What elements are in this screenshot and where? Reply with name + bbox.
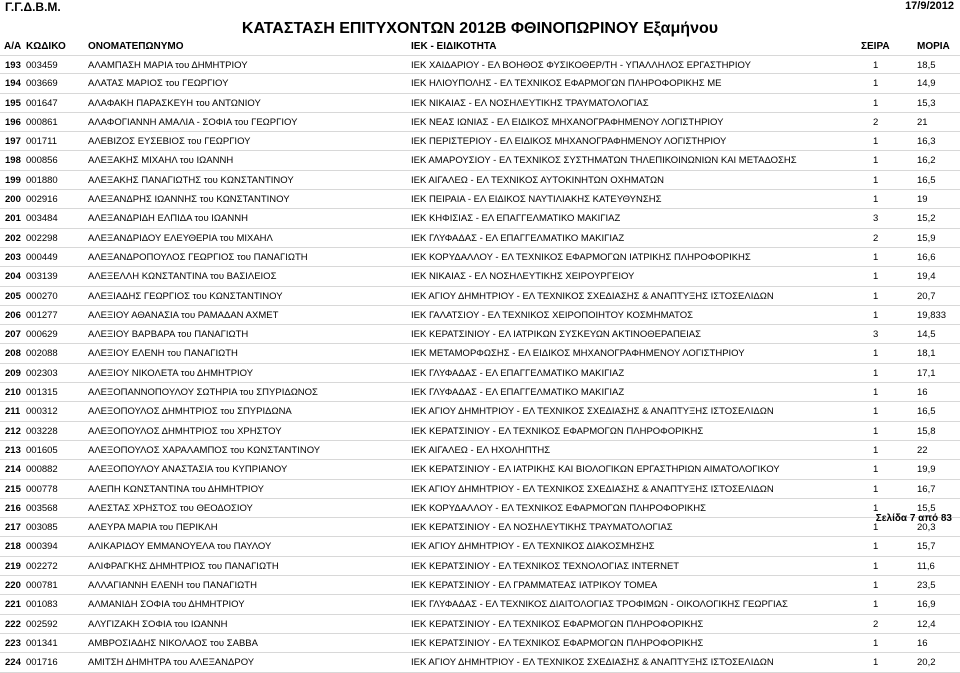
cell-code: 002272: [26, 560, 58, 572]
cell-moria: 21: [917, 116, 928, 128]
cell-aa: 199: [5, 174, 21, 186]
cell-seira: 1: [873, 367, 879, 379]
cell-seira: 1: [873, 78, 879, 90]
cell-moria: 16,5: [917, 174, 936, 186]
cell-seira: 1: [873, 464, 879, 476]
cell-iek: ΙΕΚ ΓΛΥΦΑΔΑΣ - ΕΛ ΕΠΑΓΓΕΛΜΑΤΙΚΟ ΜΑΚΙΓΙΑΖ: [411, 387, 625, 399]
cell-moria: 16,7: [917, 483, 936, 495]
cell-name: ΑΛΕΞΑΚΗΣ ΜΙΧΑΗΛ του ΙΩΑΝΝΗ: [88, 155, 234, 167]
cell-iek: ΙΕΚ ΑΙΓΑΛΕΩ - ΕΛ ΤΕΧΝΙΚΟΣ ΑΥΤΟΚΙΝΗΤΩΝ ΟΧΗΜΑΤΩΝ: [411, 174, 664, 186]
cell-code: 002303: [26, 367, 58, 379]
cell-seira: 1: [873, 155, 879, 167]
cell-seira: 1: [873, 522, 879, 534]
cell-aa: 202: [5, 232, 21, 244]
cell-code: 000781: [26, 580, 58, 592]
table-row: [0, 344, 960, 363]
cell-seira: 2: [873, 618, 879, 630]
cell-seira: 1: [873, 599, 879, 611]
cell-seira: 1: [873, 348, 879, 360]
table-header: [0, 41, 960, 55]
cell-seira: 3: [873, 329, 879, 341]
table-row: [0, 634, 960, 653]
cell-seira: 1: [873, 251, 879, 263]
cell-moria: 18,1: [917, 348, 936, 360]
cell-seira: 1: [873, 290, 879, 302]
cell-moria: 15,2: [917, 213, 936, 225]
cell-iek: ΙΕΚ ΓΛΥΦΑΔΑΣ - ΕΛ ΕΠΑΓΓΕΛΜΑΤΙΚΟ ΜΑΚΙΓΙΑΖ: [411, 367, 625, 379]
cell-name: ΑΛΕΞΑΚΗΣ ΠΑΝΑΓΙΩΤΗΣ του ΚΩΝΣΤΑΝΤΙΝΟΥ: [88, 174, 294, 186]
cell-moria: 22: [917, 444, 928, 456]
cell-name: ΑΛΕΞΙΑΔΗΣ ΓΕΩΡΓΙΟΣ του ΚΩΝΣΤΑΝΤΙΝΟΥ: [88, 290, 283, 302]
cell-name: ΑΛΑΦΟΓΙΑΝΝΗ ΑΜΑΛΙΑ - ΣΟΦΙΑ του ΓΕΩΡΓΙΟΥ: [88, 116, 298, 128]
cell-aa: 218: [5, 541, 21, 553]
table-row: [0, 537, 960, 556]
cell-code: 000861: [26, 116, 58, 128]
cell-iek: ΙΕΚ ΑΓΙΟΥ ΔΗΜΗΤΡΙΟΥ - ΕΛ ΤΕΧΝΙΚΟΣ ΣΧΕΔΙΑΣΗΣ & ΑΝΑΠΤΥΞΗΣ ΙΣΤΟΣΕΛΙΔΩΝ: [411, 483, 774, 495]
cell-aa: 193: [5, 60, 21, 71]
table-row: [0, 306, 960, 325]
table-row: [0, 248, 960, 267]
cell-moria: 19,833: [917, 309, 947, 321]
cell-name: ΑΛΕΞΟΠΑΝΝΟΠΟΥΛΟΥ ΣΩΤΗΡΙΑ του ΣΠΥΡΙΔΩΝΟΣ: [88, 387, 318, 399]
cell-aa: 198: [5, 155, 21, 167]
table-row: [0, 132, 960, 151]
cell-aa: 200: [5, 194, 21, 206]
cell-seira: 2: [873, 116, 879, 128]
cell-name: ΑΛΕΞΑΝΔΡΙΔΗ ΕΛΠΙΔΑ του ΙΩΑΝΝΗ: [88, 213, 248, 225]
cell-name: ΑΛΕΞΟΠΟΥΛΟΣ ΔΗΜΗΤΡΙΟΣ του ΧΡΗΣΤΟΥ: [88, 425, 282, 437]
cell-iek: ΙΕΚ ΗΛΙΟΥΠΟΛΗΣ - ΕΛ ΤΕΧΝΙΚΟΣ ΕΦΑΡΜΟΓΩΝ ΠΛΗΡΟΦΟΡΙΚΗΣ ΜΕ: [411, 78, 722, 90]
table-row: [0, 402, 960, 421]
cell-aa: 211: [5, 406, 21, 418]
table-row: [0, 383, 960, 402]
column-header-code: ΚΩΔΙΚΟ: [26, 41, 66, 52]
table-row: [0, 557, 960, 576]
cell-iek: ΙΕΚ ΚΕΡΑΤΣΙΝΙΟΥ - ΕΛ ΙΑΤΡΙΚΩΝ ΣΥΣΚΕΥΩΝ ΑΚΤΙΝΟΘΕΡΑΠΕΙΑΣ: [411, 329, 701, 341]
cell-seira: 2: [873, 232, 879, 244]
cell-code: 003085: [26, 522, 58, 534]
cell-aa: 223: [5, 637, 21, 649]
cell-code: 002592: [26, 618, 58, 630]
cell-name: ΑΛΕΞΟΠΟΥΛΟΥ ΑΝΑΣΤΑΣΙΑ του ΚΥΠΡΙΑΝΟΥ: [88, 464, 288, 476]
cell-iek: ΙΕΚ ΚΗΦΙΣΙΑΣ - ΕΛ ΕΠΑΓΓΕΛΜΑΤΙΚΟ ΜΑΚΙΓΙΑΖ: [411, 213, 621, 225]
cell-code: 001711: [26, 136, 57, 148]
cell-moria: 16: [917, 387, 928, 399]
cell-moria: 19,9: [917, 464, 936, 476]
cell-name: ΑΛΕΞΕΛΛΗ ΚΩΝΣΤΑΝΤΙΝΑ του ΒΑΣΙΛΕΙΟΣ: [88, 271, 277, 283]
cell-iek: ΙΕΚ ΚΟΡΥΔΑΛΛΟΥ - ΕΛ ΤΕΧΝΙΚΟΣ ΕΦΑΡΜΟΓΩΝ ΙΑΤΡΙΚΗΣ ΠΛΗΡΟΦΟΡΙΚΗΣ: [411, 251, 751, 263]
cell-aa: 208: [5, 348, 21, 360]
cell-moria: 15,5: [917, 502, 936, 514]
cell-code: 000882: [26, 464, 58, 476]
table-row: [0, 595, 960, 614]
cell-seira: 1: [873, 580, 879, 592]
table-row: [0, 287, 960, 306]
cell-aa: 204: [5, 271, 21, 283]
column-header-aa: Α/Α: [4, 41, 22, 52]
table-row: [0, 518, 960, 537]
table-row: [0, 171, 960, 190]
cell-aa: 206: [5, 309, 21, 321]
cell-iek: ΙΕΚ ΚΕΡΑΤΣΙΝΙΟΥ - ΕΛ ΤΕΧΝΙΚΟΣ ΕΦΑΡΜΟΓΩΝ ΠΛΗΡΟΦΟΡΙΚΗΣ: [411, 637, 704, 649]
table-row: [0, 94, 960, 113]
cell-iek: ΙΕΚ ΝΙΚΑΙΑΣ - ΕΛ ΝΟΣΗΛΕΥΤΙΚΗΣ ΤΡΑΥΜΑΤΟΛΟΓΙΑΣ: [411, 97, 649, 109]
cell-name: ΑΛΛΑΓΙΑΝΝΗ ΕΛΕΝΗ του ΠΑΝΑΓΙΩΤΗ: [88, 580, 257, 592]
cell-name: ΑΛΕΣΤΑΣ ΧΡΗΣΤΟΣ του ΘΕΟΔΟΣΙΟΥ: [88, 502, 253, 514]
cell-moria: 16,6: [917, 251, 936, 263]
cell-aa: 207: [5, 329, 21, 341]
cell-moria: 15,9: [917, 232, 936, 244]
cell-name: ΑΛΕΞΑΝΔΡΙΔΟΥ ΕΛΕΥΘΕΡΙΑ του ΜΙΧΑΗΛ: [88, 232, 273, 244]
cell-aa: 224: [5, 657, 21, 669]
cell-code: 003669: [26, 78, 58, 90]
table-row: [0, 499, 960, 518]
cell-seira: 1: [873, 136, 879, 148]
cell-code: 002916: [26, 194, 58, 206]
cell-iek: ΙΕΚ ΓΛΥΦΑΔΑΣ - ΕΛ ΤΕΧΝΙΚΟΣ ΔΙΑΙΤΟΛΟΓΙΑΣ ΤΡΟΦΙΜΩΝ - ΟΙΚΟΛΟΓΙΚΗΣ ΓΕΩΡΓΙΑΣ: [411, 599, 788, 611]
column-header-iek: ΙΕΚ - ΕΙΔΙΚΟΤΗΤΑ: [411, 41, 497, 52]
cell-iek: ΙΕΚ ΧΑΙΔΑΡΙΟΥ - ΕΛ ΒΟΗΘΟΣ ΦΥΣΙΚΟΘΕΡ/ΤΗ - ΥΠΑΛΛΗΛΟΣ ΕΡΓΑΣΤΗΡΙΟΥ: [411, 60, 751, 71]
cell-aa: 212: [5, 425, 21, 437]
page-counter: Σελίδα 7 από 83: [875, 513, 952, 524]
cell-code: 000629: [26, 329, 58, 341]
cell-aa: 215: [5, 483, 21, 495]
cell-code: 003139: [26, 271, 58, 283]
cell-aa: 222: [5, 618, 21, 630]
cell-moria: 18,5: [917, 60, 936, 71]
cell-code: 003459: [26, 60, 58, 71]
cell-moria: 16,9: [917, 599, 936, 611]
cell-code: 000856: [26, 155, 58, 167]
cell-iek: ΙΕΚ ΓΑΛΑΤΣΙΟΥ - ΕΛ ΤΕΧΝΙΚΟΣ ΧΕΙΡΟΠΟΙΗΤΟΥ ΚΟΣΜΗΜΑΤΟΣ: [411, 309, 694, 321]
cell-seira: 1: [873, 174, 879, 186]
table-row: [0, 576, 960, 595]
cell-seira: 3: [873, 213, 879, 225]
cell-moria: 19: [917, 194, 928, 206]
cell-moria: 15,3: [917, 97, 936, 109]
table-row: [0, 267, 960, 286]
cell-seira: 1: [873, 560, 879, 572]
cell-iek: ΙΕΚ ΚΕΡΑΤΣΙΝΙΟΥ - ΕΛ ΤΕΧΝΙΚΟΣ ΕΦΑΡΜΟΓΩΝ ΠΛΗΡΟΦΟΡΙΚΗΣ: [411, 425, 704, 437]
table-row: [0, 364, 960, 383]
table-row: [0, 460, 960, 479]
cell-iek: ΙΕΚ ΓΛΥΦΑΔΑΣ - ΕΛ ΕΠΑΓΓΕΛΜΑΤΙΚΟ ΜΑΚΙΓΙΑΖ: [411, 232, 625, 244]
cell-code: 000778: [26, 483, 58, 495]
cell-code: 003228: [26, 425, 58, 437]
cell-moria: 14,5: [917, 329, 936, 341]
cell-iek: ΙΕΚ ΚΕΡΑΤΣΙΝΙΟΥ - ΕΛ ΓΡΑΜΜΑΤΕΑΣ ΙΑΤΡΙΚΟΥ ΤΟΜΕΑ: [411, 580, 658, 592]
cell-name: ΑΛΕΞΟΠΟΥΛΟΣ ΔΗΜΗΤΡΙΟΣ του ΣΠΥΡΙΔΩΝΑ: [88, 406, 292, 418]
cell-name: ΑΛΑΤΑΣ ΜΑΡΙΟΣ του ΓΕΩΡΓΙΟΥ: [88, 78, 229, 90]
cell-name: ΑΛΑΜΠΑΣΗ ΜΑΡΙΑ του ΔΗΜΗΤΡΙΟΥ: [88, 60, 248, 71]
cell-name: ΑΛΙΦΡΑΓΚΗΣ ΔΗΜΗΤΡΙΟΣ του ΠΑΝΑΓΙΩΤΗ: [88, 560, 279, 572]
report-date: 17/9/2012: [905, 0, 954, 12]
cell-name: ΑΛΕΞΟΠΟΥΛΟΣ ΧΑΡΑΛΑΜΠΟΣ του ΚΩΝΣΤΑΝΤΙΝΟΥ: [88, 444, 321, 456]
cell-name: ΑΛΕΞΑΝΔΡΟΠΟΥΛΟΣ ΓΕΩΡΓΙΟΣ του ΠΑΝΑΓΙΩΤΗ: [88, 251, 308, 263]
cell-seira: 1: [873, 194, 879, 206]
cell-aa: 220: [5, 580, 21, 592]
cell-moria: 15,7: [917, 541, 936, 553]
cell-moria: 19,4: [917, 271, 936, 283]
cell-aa: 205: [5, 290, 21, 302]
cell-moria: 14,9: [917, 78, 936, 90]
cell-code: 001341: [26, 637, 58, 649]
cell-seira: 1: [873, 657, 879, 669]
cell-moria: 23,5: [917, 580, 936, 592]
cell-code: 000394: [26, 541, 58, 553]
cell-iek: ΙΕΚ ΑΓΙΟΥ ΔΗΜΗΤΡΙΟΥ - ΕΛ ΤΕΧΝΙΚΟΣ ΣΧΕΔΙΑΣΗΣ & ΑΝΑΠΤΥΞΗΣ ΙΣΤΟΣΕΛΙΔΩΝ: [411, 290, 774, 302]
cell-seira: 1: [873, 406, 879, 418]
results-table: [0, 55, 960, 673]
cell-iek: ΙΕΚ ΑΜΑΡΟΥΣΙΟΥ - ΕΛ ΤΕΧΝΙΚΟΣ ΣΥΣΤΗΜΑΤΩΝ ΤΗΛΕΠΙΚΟΙΝΩΝΙΩΝ ΚΑΙ ΜΕΤΑΔΟΣΗΣ: [411, 155, 797, 167]
cell-moria: 17,1: [917, 367, 936, 379]
cell-code: 000270: [26, 290, 58, 302]
cell-iek: ΙΕΚ ΑΙΓΑΛΕΩ - ΕΛ ΗΧΟΛΗΠΤΗΣ: [411, 444, 551, 456]
cell-name: ΑΛΙΚΑΡΙΔΟΥ ΕΜΜΑΝΟΥΕΛΑ του ΠΑΥΛΟΥ: [88, 541, 272, 553]
cell-iek: ΙΕΚ ΠΕΡΙΣΤΕΡΙΟΥ - ΕΛ ΕΙΔΙΚΟΣ ΜΗΧΑΝΟΓΡΑΦΗΜΕΝΟΥ ΛΟΓΙΣΤΗΡΙΟΥ: [411, 136, 727, 148]
cell-aa: 214: [5, 464, 21, 476]
cell-iek: ΙΕΚ ΚΕΡΑΤΣΙΝΙΟΥ - ΕΛ ΤΕΧΝΙΚΟΣ ΤΕΧΝΟΛΟΓΙΑΣ INTERNET: [411, 560, 680, 572]
organization-label: Γ.Γ.Δ.Β.Μ.: [5, 0, 61, 14]
cell-aa: 196: [5, 116, 21, 128]
cell-aa: 201: [5, 213, 21, 225]
table-row: [0, 422, 960, 441]
cell-aa: 194: [5, 78, 21, 90]
cell-code: 001716: [26, 657, 58, 669]
cell-aa: 217: [5, 522, 21, 534]
cell-name: ΑΛΕΥΡΑ ΜΑΡΙΑ του ΠΕΡΙΚΛΗ: [88, 522, 218, 534]
table-row: [0, 229, 960, 248]
cell-seira: 1: [873, 97, 879, 109]
cell-name: ΑΛΜΑΝΙΔΗ ΣΟΦΙΑ του ΔΗΜΗΤΡΙΟΥ: [88, 599, 245, 611]
page-title: ΚΑΤΑΣΤΑΣΗ ΕΠΙΤΥΧΟΝΤΩΝ 2012Β ΦΘΙΝΟΠΩΡΙΝΟΥ Εξαμήνου: [241, 20, 719, 37]
cell-name: ΑΛΥΓΙΖΑΚΗ ΣΟΦΙΑ του ΙΩΑΝΝΗ: [88, 618, 228, 630]
cell-code: 003568: [26, 502, 58, 514]
table-row: [0, 113, 960, 132]
table-row: [0, 74, 960, 93]
cell-code: 001315: [26, 387, 58, 399]
cell-iek: ΙΕΚ ΚΕΡΑΤΣΙΝΙΟΥ - ΕΛ ΝΟΣΗΛΕΥΤΙΚΗΣ ΤΡΑΥΜΑΤΟΛΟΓΙΑΣ: [411, 522, 673, 534]
cell-aa: 210: [5, 387, 21, 399]
cell-iek: ΙΕΚ ΚΕΡΑΤΣΙΝΙΟΥ - ΕΛ ΙΑΤΡΙΚΗΣ ΚΑΙ ΒΙΟΛΟΓΙΚΩΝ ΕΡΓΑΣΤΗΡΙΩΝ ΑΙΜΑΤΟΛΟΓΙΚΟΥ: [411, 464, 780, 476]
cell-moria: 16,5: [917, 406, 936, 418]
cell-seira: 1: [873, 425, 879, 437]
cell-moria: 16,3: [917, 136, 936, 148]
cell-seira: 1: [873, 483, 879, 495]
cell-moria: 20,3: [917, 522, 936, 534]
cell-seira: 1: [873, 637, 879, 649]
cell-name: ΑΛΑΦΑΚΗ ΠΑΡΑΣΚΕΥΗ του ΑΝΤΩΝΙΟΥ: [88, 97, 261, 109]
cell-moria: 20,7: [917, 290, 936, 302]
table-row: [0, 325, 960, 344]
cell-iek: ΙΕΚ ΚΕΡΑΤΣΙΝΙΟΥ - ΕΛ ΤΕΧΝΙΚΟΣ ΕΦΑΡΜΟΓΩΝ ΠΛΗΡΟΦΟΡΙΚΗΣ: [411, 618, 704, 630]
cell-seira: 1: [873, 444, 879, 456]
column-header-moria: ΜΟΡΙΑ: [917, 41, 950, 52]
cell-seira: 1: [873, 60, 879, 71]
cell-seira: 1: [873, 541, 879, 553]
column-header-seira: ΣΕΙΡΑ: [861, 41, 890, 52]
table-row: [0, 209, 960, 228]
cell-moria: 12,4: [917, 618, 936, 630]
cell-name: ΑΛΕΞΙΟΥ ΝΙΚΟΛΕΤΑ του ΔΗΜΗΤΡΙΟΥ: [88, 367, 254, 379]
cell-seira: 1: [873, 502, 879, 514]
cell-aa: 195: [5, 97, 21, 109]
cell-aa: 197: [5, 136, 21, 148]
cell-aa: 216: [5, 502, 21, 514]
table-row: [0, 480, 960, 499]
cell-iek: ΙΕΚ ΚΟΡΥΔΑΛΛΟΥ - ΕΛ ΤΕΧΝΙΚΟΣ ΕΦΑΡΜΟΓΩΝ ΠΛΗΡΟΦΟΡΙΚΗΣ: [411, 502, 707, 514]
table-row: [0, 441, 960, 460]
cell-code: 001277: [26, 309, 58, 321]
cell-name: ΑΛΕΞΙΟΥ ΕΛΕΝΗ του ΠΑΝΑΓΙΩΤΗ: [88, 348, 238, 360]
cell-moria: 11,6: [917, 560, 935, 572]
cell-name: ΑΛΕΞΑΝΔΡΗΣ ΙΩΑΝΝΗΣ του ΚΩΝΣΤΑΝΤΙΝΟΥ: [88, 194, 290, 206]
cell-iek: ΙΕΚ ΑΓΙΟΥ ΔΗΜΗΤΡΙΟΥ - ΕΛ ΤΕΧΝΙΚΟΣ ΣΧΕΔΙΑΣΗΣ & ΑΝΑΠΤΥΞΗΣ ΙΣΤΟΣΕΛΙΔΩΝ: [411, 406, 774, 418]
cell-iek: ΙΕΚ ΑΓΙΟΥ ΔΗΜΗΤΡΙΟΥ - ΕΛ ΤΕΧΝΙΚΟΣ ΣΧΕΔΙΑΣΗΣ & ΑΝΑΠΤΥΞΗΣ ΙΣΤΟΣΕΛΙΔΩΝ: [411, 657, 774, 669]
cell-code: 002088: [26, 348, 58, 360]
table-row: [0, 653, 960, 672]
cell-aa: 213: [5, 444, 21, 456]
cell-iek: ΙΕΚ ΝΕΑΣ ΙΩΝΙΑΣ - ΕΛ ΕΙΔΙΚΟΣ ΜΗΧΑΝΟΓΡΑΦΗΜΕΝΟΥ ΛΟΓΙΣΤΗΡΙΟΥ: [411, 116, 724, 128]
cell-code: 001880: [26, 174, 58, 186]
cell-moria: 16: [917, 637, 928, 649]
cell-name: ΑΛΕΞΙΟΥ ΑΘΑΝΑΣΙΑ του ΡΑΜΑΔΑΝ ΑΧΜΕΤ: [88, 309, 279, 321]
cell-moria: 16,2: [917, 155, 936, 167]
cell-seira: 1: [873, 387, 879, 399]
cell-name: ΑΛΕΞΙΟΥ ΒΑΡΒΑΡΑ του ΠΑΝΑΓΙΩΤΗ: [88, 329, 249, 341]
cell-code: 002298: [26, 232, 58, 244]
cell-code: 001647: [26, 97, 58, 109]
cell-name: ΑΜΙΤΣΗ ΔΗΜΗΤΡΑ του ΑΛΕΞΑΝΔΡΟΥ: [88, 657, 255, 669]
cell-moria: 20,2: [917, 657, 936, 669]
cell-aa: 203: [5, 251, 21, 263]
cell-iek: ΙΕΚ ΜΕΤΑΜΟΡΦΩΣΗΣ - ΕΛ ΕΙΔΙΚΟΣ ΜΗΧΑΝΟΓΡΑΦΗΜΕΝΟΥ ΛΟΓΙΣΤΗΡΙΟΥ: [411, 348, 745, 360]
table-row: [0, 615, 960, 634]
cell-aa: 219: [5, 560, 21, 572]
cell-name: ΑΜΒΡΟΣΙΑΔΗΣ ΝΙΚΟΛΑΟΣ του ΣΑΒΒΑ: [88, 637, 258, 649]
cell-code: 003484: [26, 213, 58, 225]
cell-seira: 1: [873, 309, 879, 321]
table-row: [0, 190, 960, 209]
cell-code: 000312: [26, 406, 58, 418]
table-row: [0, 151, 960, 170]
cell-moria: 15,8: [917, 425, 936, 437]
cell-iek: ΙΕΚ ΠΕΙΡΑΙΑ - ΕΛ ΕΙΔΙΚΟΣ ΝΑΥΤΙΛΙΑΚΗΣ ΚΑΤΕΥΘΥΝΣΗΣ: [411, 194, 662, 206]
cell-iek: ΙΕΚ ΝΙΚΑΙΑΣ - ΕΛ ΝΟΣΗΛΕΥΤΙΚΗΣ ΧΕΙΡΟΥΡΓΕΙΟΥ: [411, 271, 635, 283]
column-header-name: ΟΝΟΜΑΤΕΠΩΝΥΜΟ: [88, 41, 184, 52]
cell-code: 001605: [26, 444, 58, 456]
table-row: [0, 55, 960, 74]
cell-code: 000449: [26, 251, 58, 263]
cell-code: 001083: [26, 599, 58, 611]
cell-aa: 209: [5, 367, 21, 379]
cell-name: ΑΛΕΠΗ ΚΩΝΣΤΑΝΤΙΝΑ του ΔΗΜΗΤΡΙΟΥ: [88, 483, 264, 495]
cell-aa: 221: [5, 599, 21, 611]
cell-iek: ΙΕΚ ΑΓΙΟΥ ΔΗΜΗΤΡΙΟΥ - ΕΛ ΤΕΧΝΙΚΟΣ ΔΙΑΚΟΣΜΗΣΗΣ: [411, 541, 655, 553]
cell-seira: 1: [873, 271, 879, 283]
cell-name: ΑΛΕΒΙΖΟΣ ΕΥΣΕΒΙΟΣ του ΓΕΩΡΓΙΟΥ: [88, 136, 251, 148]
